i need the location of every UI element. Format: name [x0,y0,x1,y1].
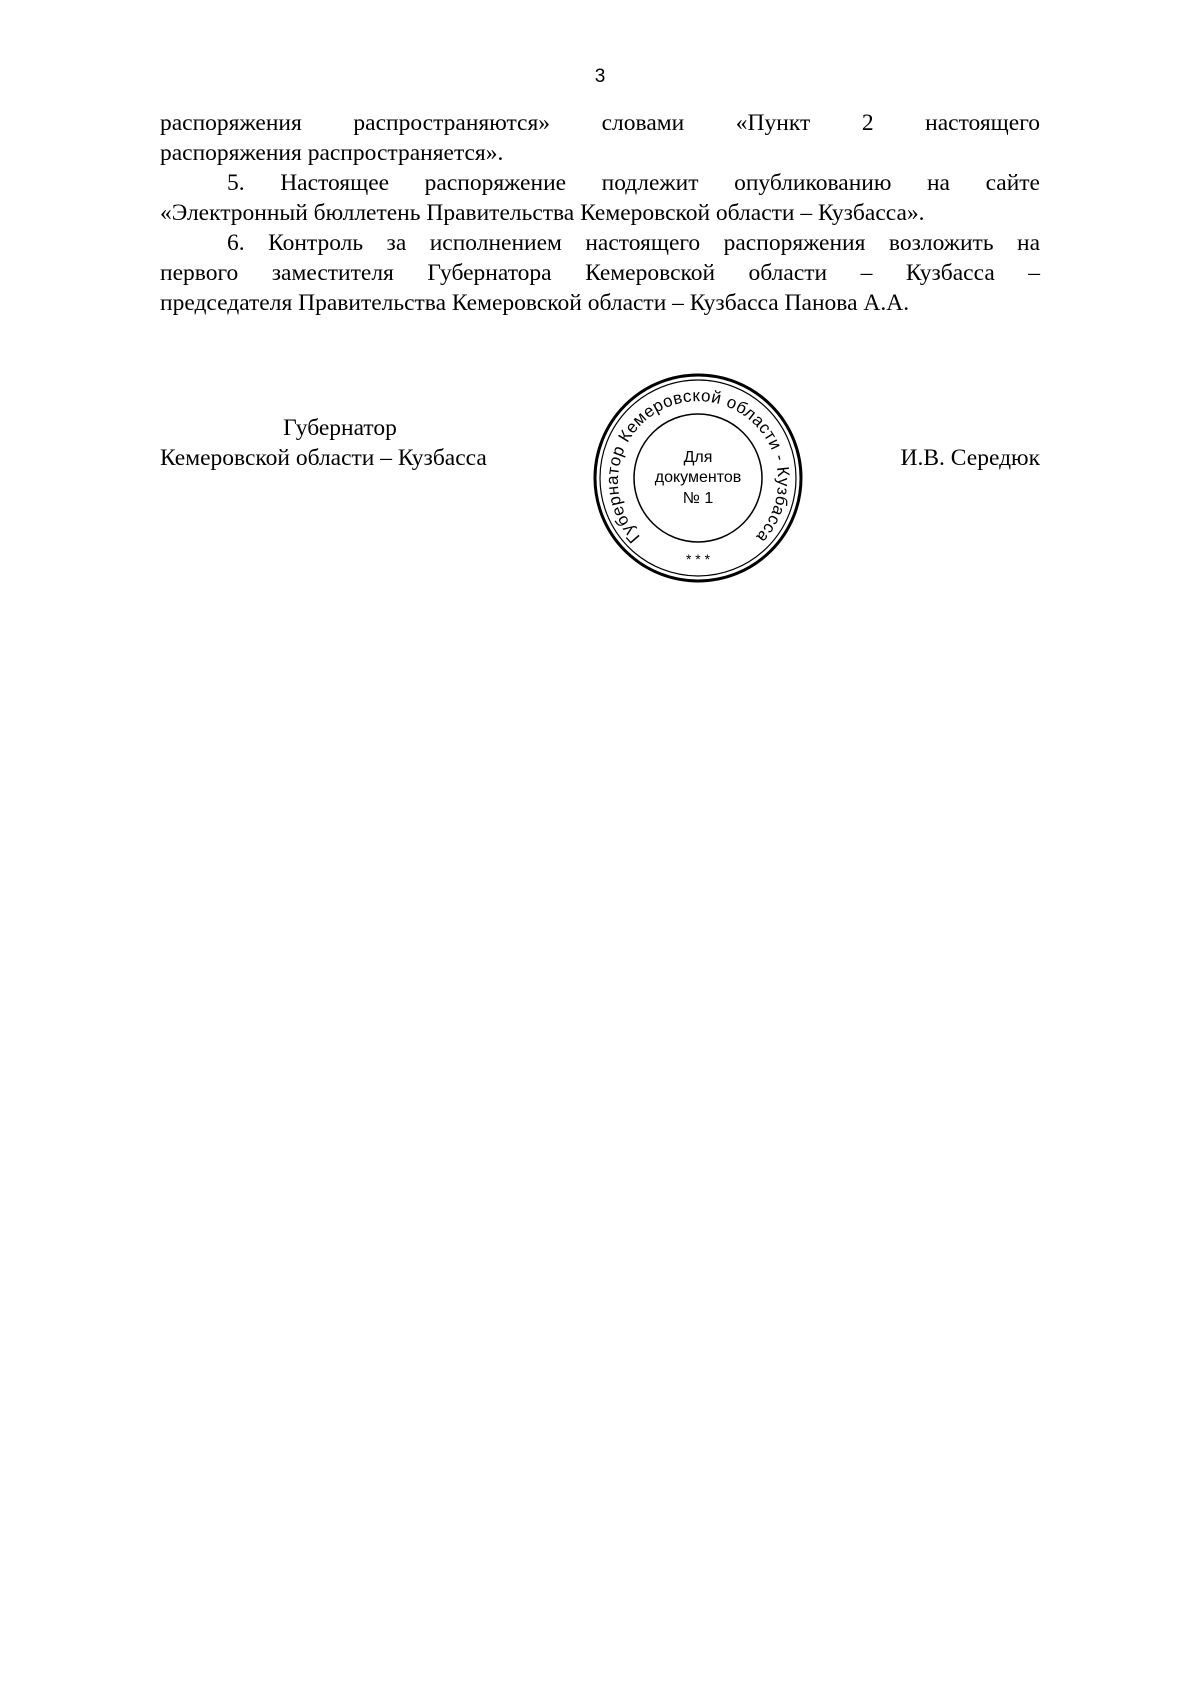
document-body [160,108,1040,318]
text-line: распоряжения распространяются» словами «Пункт 2 настоящего [160,110,1040,136]
signatory-title [160,413,520,473]
page-number: 3 [594,66,606,87]
stamp-ring-text: Губернатор Кемеровской области - Кузбасса [602,386,794,547]
signatory-title-line2: Кемеровской области – Кузбасса [160,445,487,471]
stamp-center-line3: № 1 [682,490,714,507]
svg-text:Губернатор Кемеровской области [603,386,793,547]
paragraph-5-line: 5. Настоящее распоряжение подлежит опубликованию на сайте [227,170,1040,196]
stamp-center-line2: документов [654,469,742,486]
text-line: первого заместителя Губернатора Кемеровской области – Кузбасса – [160,260,1040,286]
official-stamp [592,372,804,584]
signatory-title-line1: Губернатор [283,415,397,441]
signatory-name: И.В. Середюк [900,445,1040,471]
stamp-center-line1: Для [683,449,713,466]
stamp-bottom-mark: * * * [685,551,711,567]
text-line: председателя Правительства Кемеровской области – Кузбасса Панова А.А. [160,290,910,316]
paragraph-6-line: 6. Контроль за исполнением настоящего распоряжения возложить на [227,230,1040,256]
text-line: «Электронный бюллетень Правительства Кемеровской области – Кузбасса». [160,200,925,226]
text-line: распоряжения распространяется». [160,140,504,166]
